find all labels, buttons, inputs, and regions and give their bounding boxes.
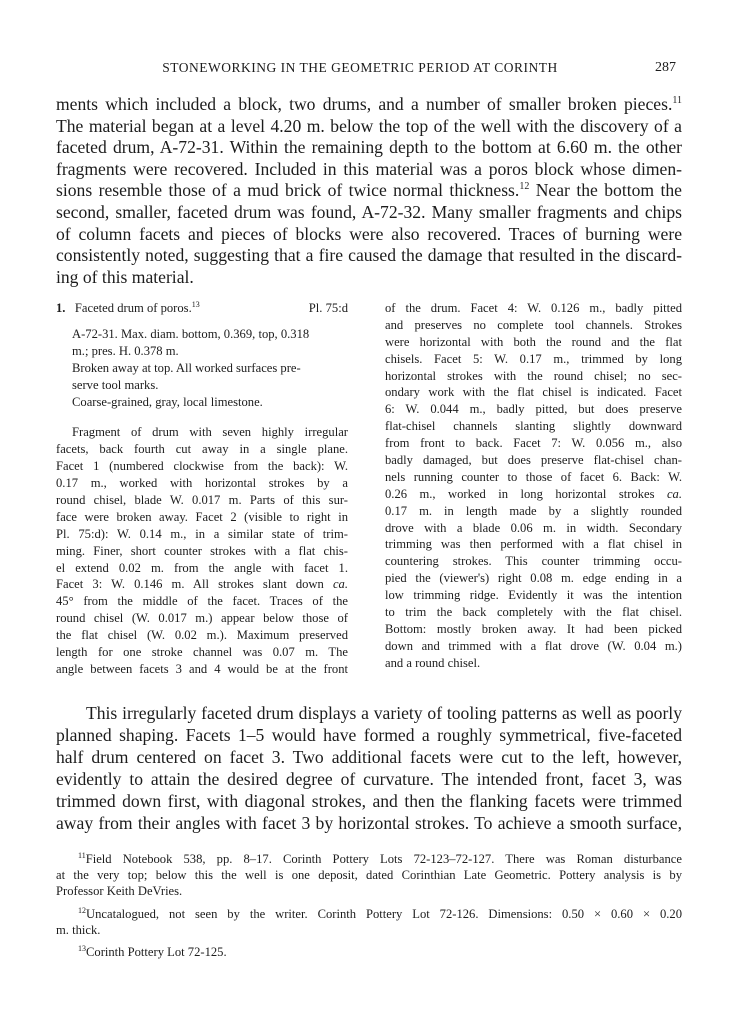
meta-line: m.; pres. H. 0.378 m. [72,343,179,358]
desc-line: round chisel, blade W. 0.017 m. Parts of this sur- [56,493,348,508]
catalogue-description [56,424,348,677]
desc-line: flat-chisel channels slanting slightly downward [385,419,682,434]
desc-line: and preserves no complete tool channels. Strokes [385,317,682,332]
meta-line: serve tool marks. [72,377,159,392]
desc-line: Fragment of drum with seven highly irregular [72,425,348,440]
intro-line: faceted drum, A-72-31. Within the remaining depth to the bottom at 6.60 m. the other [56,137,682,158]
meta-line: A-72-31. Max. diam. bottom, 0.369, top, 0.318 [72,327,310,341]
desc-line: facets, back fourth cut away in a single plane. [56,442,348,457]
catalogue-right-column [385,300,682,672]
desc-line: ming. Finer, short counter strokes with a flat chis- [56,543,348,558]
discussion-line: evidently to attain the desired degree of curvature. The intended front, facet 3, was [56,769,682,789]
discussion-paragraph [56,702,682,834]
discussion-line: planned shaping. Facets 1–5 would have formed a roughly symmetrical, five-faceted [56,725,682,745]
desc-line: Bottom: mostly broken away. It had been picked [385,621,682,636]
desc-line: of the drum. Facet 4: W. 0.126 m., badly pitted [385,301,682,315]
desc-line: badly damaged, but does preserve flat-chisel chan- [385,453,682,468]
desc-line: ondary work with the flat chisel is indicated. Facet [385,385,682,400]
catalogue-number: 1. [56,301,66,315]
intro-line: consistently noted, suggesting that a fire caused the damage that resulted in the discard- [56,245,682,266]
desc-line: chisels. Facet 5: W. 0.17 m., trimmed by long [385,351,682,366]
discussion-line: half drum centered on facet 3. Two additional facets were cut to the left, however, [56,747,682,767]
footnote-line: $^{12}$Uncatalogued, not seen by the writer. Corinth Pottery Lot 72-126. Dimensions: 0.50 × 0.60 × 0.20 [78,905,682,921]
desc-line: 0.17 m. in length made by a slightly rounded [385,503,682,518]
intro-line: of column facets and pieces of blocks were also recovered. Traces of burning were [56,223,682,244]
discussion-line: trimmed down first, with diagonal strokes, and then the flanking facets were trimmed [56,791,682,811]
plate-reference[interactable]: Pl. 75:d [308,301,348,315]
desc-line: from front to back. Facet 7: W. 0.056 m., also [385,436,682,451]
footnote-line: $^{13}$Corinth Pottery Lot 72-125. [78,943,227,959]
desc-line: 6: W. 0.044 m., badly pitted, but does preserve [385,402,682,417]
catalogue-left-column [56,300,348,678]
desc-line: low trimming ridge. Evidently it was the intention [385,588,682,603]
desc-line: down and trimmed with a flat drove (W. 0.04 m.) [385,638,682,653]
desc-line: el extend 0.02 m. from the angle with facet 1. [56,560,348,575]
footnote-line: at the very top; below this the well is one deposit, dated Corinthian Late Geometric. Pottery analysis is by [56,868,682,883]
desc-line: horizontal strokes with the round chisel; no sec- [385,368,682,383]
discussion-line: away from their angles with facet 3 by horizontal strokes. To achieve a smooth surface, [56,813,682,833]
footnote-marker: 12 [78,905,86,915]
catalogue-metadata [72,326,348,410]
footnote-line: Professor Keith DeVries. [56,884,183,899]
footnotes [56,851,682,966]
desc-line: Facet 3: W. 0.146 m. All strokes slant down ca. [56,577,348,592]
desc-line: angle between facets 3 and 4 would be at the front [56,661,348,676]
running-title: STONEWORKING IN THE GEOMETRIC PERIOD AT CORINTH [162,60,558,75]
catalogue-entry [56,300,682,690]
page-number: 287 [655,60,676,75]
footnote-11 [56,851,682,900]
desc-line: Pl. 75:d): W. 0.14 m., in a similar state of trim- [56,526,348,541]
meta-line: Coarse-grained, gray, local limestone. [72,394,263,409]
desc-line: to trim the back completely with the flat chisel. [385,605,682,620]
footnote-line: m. thick. [56,922,101,937]
intro-line: second, smaller, faceted drum was found, A-72-32. Many smaller fragments and chips [56,201,682,222]
discussion-line: This irregularly faceted drum displays a variety of tooling patterns as well as poorly [86,703,682,723]
intro-line: sions resemble those of a mud brick of twice normal thickness.$^{12}$ Near the bottom the [56,180,682,201]
desc-line: the flat chisel (W. 0.02 m.). Maximum preserved [56,628,348,643]
footnote-12 [56,906,682,938]
meta-line: Broken away at top. All worked surfaces pre- [72,360,301,375]
desc-line: nels running counter to those of facet 6. Back: W. [385,469,682,484]
footnote-line: $^{11}$Field Notebook 538, pp. 8–17. Corinth Pottery Lots 72-123–72-127. There was Roman disturbance [78,851,682,866]
intro-line: ments which included a block, two drums, and a number of smaller broken pieces.$^{11}$ [56,94,682,114]
desc-line: round chisel (W. 0.017 m.) appear below those of [56,611,348,626]
desc-line: 0.17 m., worked with horizontal strokes by a [56,476,348,491]
footnote-13 [56,944,682,960]
intro-line: ing of this material. [56,266,194,287]
intro-paragraph [56,94,682,288]
desc-line: 0.26 m., worked in long horizontal strokes ca. [385,486,682,501]
desc-line: pied the (viewer's) right 0.08 m. edge ending in a [385,571,682,586]
footnote-marker: 11 [78,851,86,860]
desc-line: were horizontal with both the round and the flat [385,334,682,349]
desc-line: trimming was then performed with a flat chisel in [385,537,682,552]
desc-line: Facet 1 (numbered clockwise from the back): W. [56,459,348,474]
intro-line: fragments were recovered. Included in this material was a poros block whose dimen- [56,158,682,179]
intro-line: The material began at a level 4.20 m. below the top of the well with the discovery of a [56,115,682,136]
desc-line: face were broken away. Facet 2 (visible to right in [56,509,348,524]
desc-line: and a round chisel. [385,655,481,670]
desc-line: 45° from the middle of the facet. Traces of the [56,594,348,609]
desc-line: drove with a blade 0.06 m. in width. Secondary [385,520,682,535]
catalogue-title: Faceted drum of poros.$^{13}$ [74,300,200,315]
footnote-ref[interactable]: 11 [672,95,682,106]
footnote-ref[interactable]: 12 [519,181,530,193]
footnote-ref[interactable]: 13 [191,300,200,309]
desc-line: countering strokes. This counter trimming occu- [385,554,682,569]
catalogue-entry-heading [56,300,348,320]
footnote-marker: 13 [78,943,86,953]
desc-line: length for one stroke channel was 0.07 m. The [56,645,348,660]
